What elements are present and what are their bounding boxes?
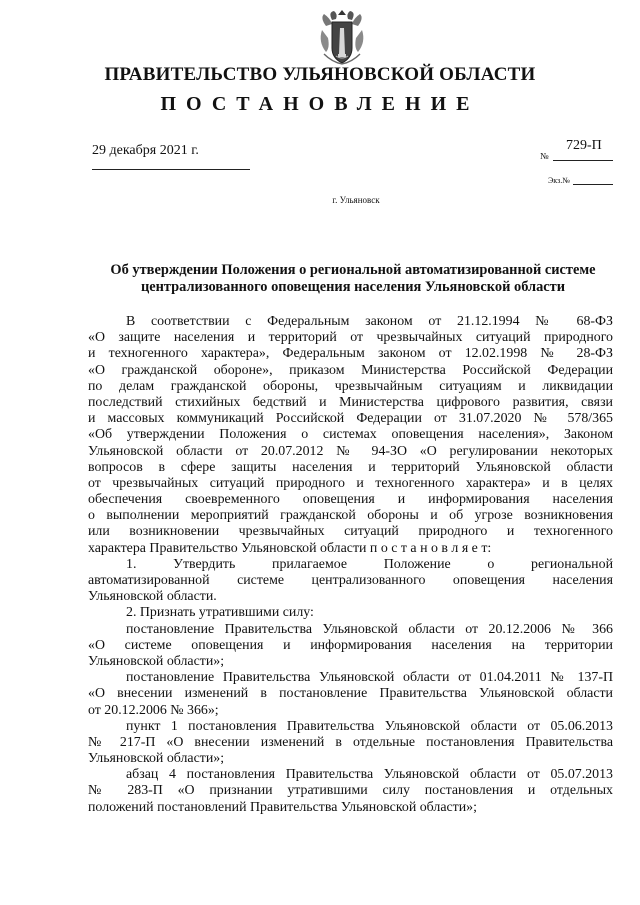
body-line: «О гражданской обороне», приказом Министерства Российской Федерации	[88, 362, 613, 378]
coat-of-arms-emblem	[318, 8, 366, 66]
body-line: от 20.12.2006 № 366»;	[88, 702, 219, 718]
body-line: «О защите населения и территорий от чрезвычайных ситуаций природного	[88, 330, 613, 346]
body-line: пункт 1 постановления Правительства Ульяновской области от 05.06.2013	[126, 718, 613, 734]
body-line: по делам гражданской обороны, чрезвычайным ситуациям и ликвидации	[88, 378, 613, 394]
body-line: 1. Утвердить прилагаемое Положение о региональной	[126, 556, 613, 572]
body-line: положений постановлений Правительства Ульяновской области»;	[88, 799, 477, 815]
body-line: постановление Правительства Ульяновской области от 01.04.2011 № 137-П	[126, 670, 613, 686]
body-line: характера Правительство Ульяновской области п о с т а н о в л я е т:	[88, 540, 492, 556]
body-line: вопросов в сфере защиты населения и территорий Ульяновской области	[88, 459, 613, 475]
number-label: №	[540, 151, 549, 161]
document-number: 729-П	[566, 138, 602, 153]
body-line: автоматизированной системе централизованного оповещения населения	[88, 573, 613, 588]
body-line: абзац 4 постановления Правительства Ульяновской области от 05.07.2013	[126, 767, 613, 783]
body-line: № 217-П «О внесении изменений в отдельные постановления Правительства	[88, 734, 613, 750]
subject-line: централизованного оповещения населения Ульяновской области	[140, 279, 566, 295]
document-type-heading: ПОСТАНОВЛЕНИЕ	[160, 93, 480, 115]
document-date: 29 декабря 2021 г.	[92, 143, 199, 158]
date-underline	[92, 169, 250, 170]
issue-city: г. Ульяновск	[332, 195, 380, 205]
body-line: и массовых коммуникаций Российской Федерации от 31.07.2020 № 578/365	[88, 411, 613, 427]
body-line: № 283-П «О признании утратившими силу постановления и отдельных	[88, 783, 613, 799]
body-line: «О системе оповещения и информирования населения на территории	[88, 637, 613, 653]
body-line: о выполнении мероприятий гражданской обороны и об угрозе возникновения	[88, 508, 613, 524]
subject-line: Об утверждении Положения о региональной автоматизированной системе	[110, 262, 596, 278]
body-line: обеспечения своевременного оповещения и информирования населения	[88, 492, 613, 508]
body-line: В соответствии с Федеральным законом от 21.12.1994 № 68-ФЗ	[126, 314, 613, 329]
body-line: от чрезвычайных ситуаций природного и техногенного характера» и в целях	[88, 475, 613, 491]
body-line: Ульяновской области.	[88, 589, 217, 605]
body-line: постановление Правительства Ульяновской области от 20.12.2006 № 366	[126, 621, 613, 637]
copy-number-underline	[573, 184, 613, 185]
copy-number-label: Экз.№	[548, 176, 570, 185]
body-line: «О внесении изменений в постановление Правительства Ульяновской области	[88, 686, 613, 702]
body-line: Ульяновской области от 20.07.2012 № 94-ЗО «О регулировании некоторых	[88, 443, 613, 459]
body-line: последствий стихийных бедствий и Министерства цифрового развития, связи	[88, 394, 613, 410]
body-line: 2. Признать утратившими силу:	[126, 605, 314, 621]
number-underline	[553, 160, 613, 161]
body-line: Ульяновской области»;	[88, 751, 225, 767]
body-line: «Об утверждении Положения о системах оповещения населения», Законом	[88, 427, 613, 443]
document-body	[88, 314, 613, 816]
body-line: или возникновении чрезвычайных ситуаций природного и техногенного	[88, 524, 613, 540]
body-line: Ульяновской области»;	[88, 653, 225, 669]
organization-title: ПРАВИТЕЛЬСТВО УЛЬЯНОВСКОЙ ОБЛАСТИ	[104, 64, 536, 85]
document-subject	[88, 262, 618, 296]
body-line: и техногенного характера», Федеральным законом от 12.02.1998 № 28-ФЗ	[88, 346, 613, 362]
